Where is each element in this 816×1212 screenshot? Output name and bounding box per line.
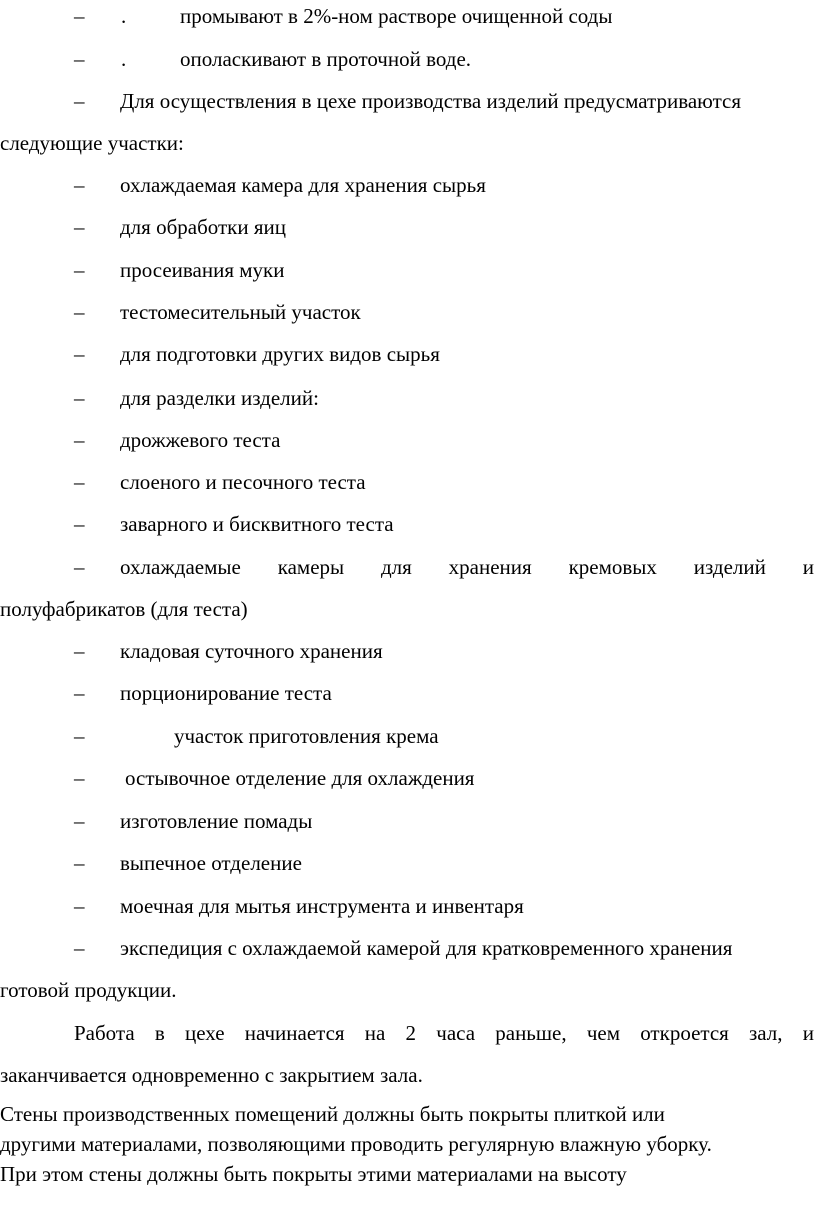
list-item-text: для подготовки других видов сырья xyxy=(120,342,440,366)
list-item xyxy=(0,509,816,539)
dash-bullet: – xyxy=(74,512,85,536)
list-item xyxy=(0,552,816,582)
list-item xyxy=(0,891,816,921)
list-item xyxy=(0,467,816,497)
list-item-workshop-intro xyxy=(0,86,816,116)
list-item xyxy=(0,297,816,327)
list-item xyxy=(0,848,816,878)
paragraph-continuation xyxy=(0,1060,816,1090)
list-item-text: кладовая суточного хранения xyxy=(120,639,383,663)
dash-bullet: – xyxy=(74,639,85,663)
list-item-text: экспедиция с охлаждаемой камерой для кратковременного хранения xyxy=(120,936,733,960)
paragraph-text: другими материалами, позволяющими проводить регулярную влажную уборку. xyxy=(0,1132,712,1156)
list-item xyxy=(0,170,816,200)
continuation-text: следующие участки: xyxy=(0,131,184,155)
list-item xyxy=(0,678,816,708)
dash-bullet: – xyxy=(74,936,85,960)
dash-bullet: – xyxy=(74,724,85,748)
continuation-text: готовой продукции. xyxy=(0,978,177,1002)
list-marker: . xyxy=(121,4,127,28)
list-item xyxy=(0,636,816,666)
paragraph-walls-line2 xyxy=(0,1129,816,1159)
list-item xyxy=(0,721,816,751)
continuation-text: полуфабрикатов (для теста) xyxy=(0,597,248,621)
list-item-text: изготовление помады xyxy=(120,809,313,833)
dash-bullet: – xyxy=(74,4,85,28)
dash-bullet: – xyxy=(74,894,85,918)
list-item xyxy=(0,425,816,455)
dash-bullet: – xyxy=(74,342,85,366)
list-item-text: промывают в 2%-ном растворе очищенной соды xyxy=(180,4,613,28)
list-item-text: Для осуществления в цехе производства изделий предусматриваются xyxy=(120,89,741,113)
paragraph-line xyxy=(0,1018,814,1048)
list-item-rinse xyxy=(0,44,816,74)
dash-bullet: – xyxy=(74,300,85,324)
list-item-text: для разделки изделий: xyxy=(120,386,319,410)
list-item-text: ополаскивают в проточной воде. xyxy=(180,47,472,71)
paragraph-walls-line3 xyxy=(0,1159,816,1189)
dash-bullet: – xyxy=(74,809,85,833)
list-item-text: порционирование теста xyxy=(120,681,332,705)
dash-bullet: – xyxy=(74,89,85,113)
list-item xyxy=(0,339,816,369)
list-item xyxy=(0,212,816,242)
list-item-continuation xyxy=(0,594,816,624)
list-item-text: слоеного и песочного теста xyxy=(120,470,366,494)
paragraph-text: Стены производственных помещений должны быть покрыты плиткой или xyxy=(0,1102,665,1126)
paragraph-text: При этом стены должны быть покрыты этими материалами на высоту xyxy=(0,1162,627,1186)
list-item xyxy=(0,383,816,413)
dash-bullet: – xyxy=(74,681,85,705)
dash-bullet: – xyxy=(74,173,85,197)
list-item-text: выпечное отделение xyxy=(120,851,302,875)
list-item-text: остывочное отделение для охлаждения xyxy=(125,766,475,790)
dash-bullet: – xyxy=(74,215,85,239)
list-item xyxy=(0,255,816,285)
paragraph-walls xyxy=(0,1099,816,1129)
dash-bullet: – xyxy=(74,258,85,282)
dash-bullet: – xyxy=(74,386,85,410)
list-item-text: охлаждаемые камеры для хранения кремовых изделий и xyxy=(120,555,814,579)
dash-bullet: – xyxy=(74,47,85,71)
list-item xyxy=(0,933,816,963)
paragraph-text: заканчивается одновременно с закрытием зала. xyxy=(0,1063,423,1087)
list-item-soda-wash xyxy=(0,1,816,31)
dash-bullet: – xyxy=(74,766,85,790)
list-item-text: тестомесительный участок xyxy=(120,300,361,324)
list-item-text: дрожжевого теста xyxy=(120,428,281,452)
dash-bullet: – xyxy=(74,555,85,579)
paragraph-text: Работа в цехе начинается на 2 часа раньше, чем откроется зал, и xyxy=(74,1021,814,1045)
list-item-text: моечная для мытья инструмента и инвентаря xyxy=(120,894,524,918)
list-item xyxy=(0,806,816,836)
list-item-text: просеивания муки xyxy=(120,258,285,282)
list-item-continuation xyxy=(0,128,816,158)
list-item-text: для обработки яиц xyxy=(120,215,286,239)
list-item xyxy=(0,763,816,793)
dash-bullet: – xyxy=(74,428,85,452)
paragraph-work-hours xyxy=(0,1018,816,1048)
list-marker: . xyxy=(121,47,127,71)
dash-bullet: – xyxy=(74,851,85,875)
list-item-text: заварного и бисквитного теста xyxy=(120,512,394,536)
list-item-text: охлаждаемая камера для хранения сырья xyxy=(120,173,486,197)
list-item-text: участок приготовления крема xyxy=(174,724,439,748)
list-item-continuation xyxy=(0,975,816,1005)
dash-bullet: – xyxy=(74,470,85,494)
